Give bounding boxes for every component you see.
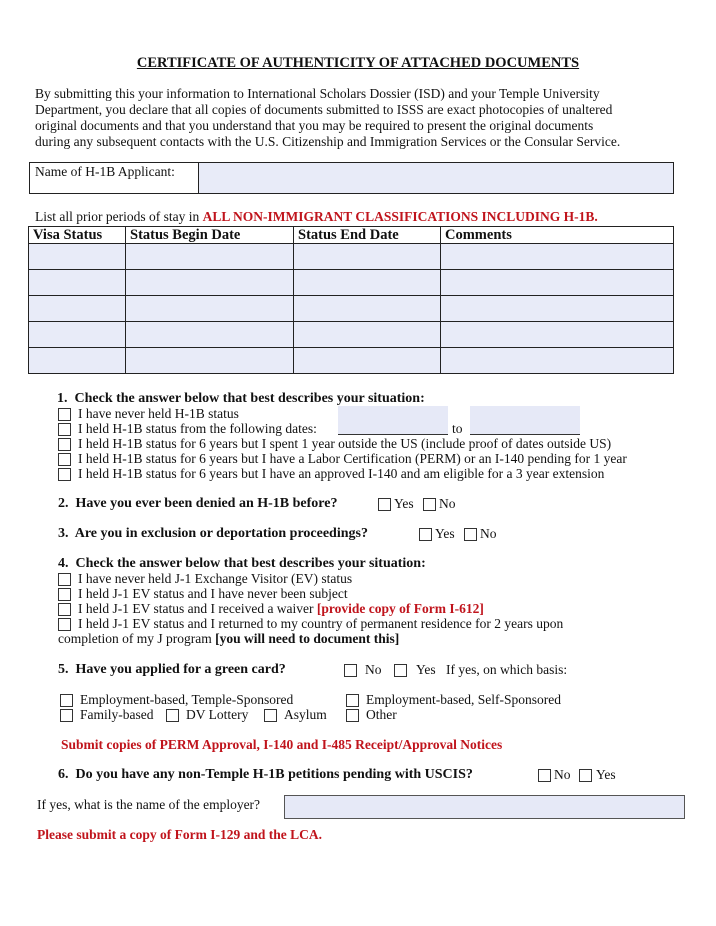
q4-option-4-continuation: [58, 631, 399, 647]
intro-line: during any subsequent contacts with the U.S. Citizenship and Immigration Services or the Consular Service.: [35, 134, 621, 149]
q5-other-checkbox[interactable]: [346, 709, 359, 722]
q2-yes-label: Yes: [394, 496, 414, 511]
q1-option-5-checkbox[interactable]: [58, 468, 71, 481]
stay-instruction: [35, 209, 598, 225]
question-text: Are you in exclusion or deportation proceedings?: [74, 526, 368, 541]
end-date-field[interactable]: [294, 322, 441, 348]
question-number: 2.: [58, 496, 69, 511]
q6-no-checkbox[interactable]: [538, 769, 551, 782]
question-text: Check the answer below that best describes your situation:: [74, 391, 425, 406]
q1-option-2-label: I held H-1B status from the following dates:: [78, 421, 317, 436]
q1-option-1-label: I have never held H-1B status: [78, 406, 239, 421]
question-1: [57, 391, 425, 407]
q4-option-4-label: I held J-1 EV status and I returned to my country of permanent residence for 2 years upon: [78, 616, 564, 631]
question-number: 4.: [58, 556, 69, 571]
q5-no-label: No: [365, 662, 382, 677]
table-row: [29, 244, 674, 270]
q4-option-2-checkbox[interactable]: [58, 588, 71, 601]
q4-option-4-checkbox[interactable]: [58, 618, 71, 631]
q2-no-label: No: [439, 496, 456, 511]
q6-submission-note: Please submit a copy of Form I-129 and the LCA.: [37, 827, 322, 842]
comments-field[interactable]: [441, 322, 674, 348]
q2-no-checkbox[interactable]: [423, 498, 436, 511]
begin-date-field[interactable]: [126, 322, 294, 348]
continuation-text: completion of my J program: [58, 631, 216, 646]
page-title: CERTIFICATE OF AUTHENTICITY OF ATTACHED DOCUMENTS: [136, 55, 580, 71]
column-header: Comments: [441, 227, 674, 244]
table-row: [29, 296, 674, 322]
waiver-note: [provide copy of Form I-612]: [316, 601, 484, 616]
q1-option-3-label: I held H-1B status for 6 years but I spent 1 year outside the US (include proof of dates outside US): [78, 436, 612, 451]
q5-asylum-label: Asylum: [284, 707, 327, 722]
end-date-field[interactable]: [294, 270, 441, 296]
q5-yes-label: Yes: [416, 662, 436, 677]
q4-option-2-label: I held J-1 EV status and I have never been subject: [78, 586, 348, 601]
stay-instruction-emphasis: ALL NON-IMMIGRANT CLASSIFICATIONS INCLUDING H-1B.: [202, 209, 598, 224]
comments-field[interactable]: [441, 296, 674, 322]
begin-date-field[interactable]: [126, 296, 294, 322]
end-date-field[interactable]: [294, 296, 441, 322]
visa-status-field[interactable]: [29, 296, 126, 322]
q4-option-1-checkbox[interactable]: [58, 573, 71, 586]
table-header-row: [29, 227, 674, 244]
q5-employment-temple-checkbox[interactable]: [60, 694, 73, 707]
q5-yes-checkbox[interactable]: [394, 664, 407, 677]
stay-instruction-text: List all prior periods of stay in: [35, 209, 203, 224]
q2-yes-checkbox[interactable]: [378, 498, 391, 511]
q3-no-checkbox[interactable]: [464, 528, 477, 541]
q5-employment-self-checkbox[interactable]: [346, 694, 359, 707]
end-date-field[interactable]: [294, 244, 441, 270]
h1b-end-date-field[interactable]: [470, 406, 580, 435]
q3-yes-label: Yes: [435, 526, 455, 541]
q1-option-3-checkbox[interactable]: [58, 438, 71, 451]
q3-no-label: No: [480, 526, 497, 541]
column-header: Status Begin Date: [126, 227, 294, 244]
q5-dv-lottery-label: DV Lottery: [186, 707, 249, 722]
comments-field[interactable]: [441, 348, 674, 374]
visa-status-field[interactable]: [29, 270, 126, 296]
q4-option-3-label: [78, 601, 484, 617]
intro-line: Department, you declare that all copies of documents submitted to ISSS are exact photocopies of unaltered: [35, 102, 613, 117]
end-date-field[interactable]: [294, 348, 441, 374]
begin-date-field[interactable]: [126, 244, 294, 270]
question-number: 1.: [57, 391, 68, 406]
q3-yes-checkbox[interactable]: [419, 528, 432, 541]
q1-option-2-checkbox[interactable]: [58, 423, 71, 436]
q4-option-3-checkbox[interactable]: [58, 603, 71, 616]
q1-option-4-checkbox[interactable]: [58, 453, 71, 466]
q5-asylum-checkbox[interactable]: [264, 709, 277, 722]
question-number: 5.: [58, 662, 69, 677]
visa-status-field[interactable]: [29, 322, 126, 348]
q5-submission-note: Submit copies of PERM Approval, I-140 and I-485 Receipt/Approval Notices: [61, 737, 503, 752]
intro-line: By submitting this your information to International Scholars Dossier (ISD) and your Temple University: [35, 86, 600, 101]
question-4: [58, 556, 426, 572]
employer-name-field[interactable]: [284, 795, 685, 819]
applicant-name-row: [29, 162, 674, 194]
q4-option-3-text: I held J-1 EV status and I received a waiver: [78, 601, 317, 616]
applicant-name-field[interactable]: [199, 163, 673, 193]
table-row: [29, 322, 674, 348]
employer-name-label: If yes, what is the name of the employer?: [37, 797, 261, 812]
column-header: Status End Date: [294, 227, 441, 244]
question-text: Do you have any non-Temple H-1B petitions pending with USCIS?: [75, 767, 473, 782]
begin-date-field[interactable]: [126, 270, 294, 296]
comments-field[interactable]: [441, 244, 674, 270]
question-text: Have you applied for a green card?: [75, 662, 286, 677]
q5-no-checkbox[interactable]: [344, 664, 357, 677]
q5-other-label: Other: [366, 707, 397, 722]
q6-no-label: No: [554, 767, 571, 782]
date-range-to-label: to: [452, 421, 463, 436]
q5-dv-lottery-checkbox[interactable]: [166, 709, 179, 722]
applicant-name-label: Name of H-1B Applicant:: [35, 164, 175, 179]
q5-employment-self-label: Employment-based, Self-Sponsored: [366, 692, 561, 707]
comments-field[interactable]: [441, 270, 674, 296]
visa-status-field[interactable]: [29, 348, 126, 374]
q5-family-label: Family-based: [80, 707, 154, 722]
continuation-emphasis: [you will need to document this]: [215, 631, 400, 646]
q4-option-1-label: I have never held J-1 Exchange Visitor (EV) status: [78, 571, 353, 586]
stay-periods-table: [28, 226, 674, 374]
q1-option-5-label: I held H-1B status for 6 years but I have an approved I-140 and am eligible for a 3 year extension: [78, 466, 605, 481]
question-5: [58, 662, 286, 678]
intro-paragraph: [35, 86, 675, 150]
q5-employment-temple-label: Employment-based, Temple-Sponsored: [80, 692, 294, 707]
q6-yes-checkbox[interactable]: [579, 769, 592, 782]
question-3: [58, 526, 368, 542]
table-row: [29, 348, 674, 374]
column-header: Visa Status: [29, 227, 126, 244]
h1b-start-date-field[interactable]: [338, 406, 448, 435]
q6-yes-label: Yes: [596, 767, 616, 782]
question-2: [58, 496, 337, 512]
visa-status-field[interactable]: [29, 244, 126, 270]
q5-family-checkbox[interactable]: [60, 709, 73, 722]
q1-option-1-checkbox[interactable]: [58, 408, 71, 421]
table-row: [29, 270, 674, 296]
question-6: [58, 767, 473, 783]
question-number: 3.: [58, 526, 69, 541]
question-number: 6.: [58, 767, 69, 782]
question-text: Have you ever been denied an H-1B before?: [75, 496, 338, 511]
question-text: Check the answer below that best describes your situation:: [75, 556, 426, 571]
begin-date-field[interactable]: [126, 348, 294, 374]
intro-line: original documents and that you understand that you may be required to present the original documents: [35, 118, 594, 133]
q1-option-4-label: I held H-1B status for 6 years but I have a Labor Certification (PERM) or an I-140 pending for 1 year: [78, 451, 627, 466]
q5-basis-label: If yes, on which basis:: [446, 662, 568, 677]
